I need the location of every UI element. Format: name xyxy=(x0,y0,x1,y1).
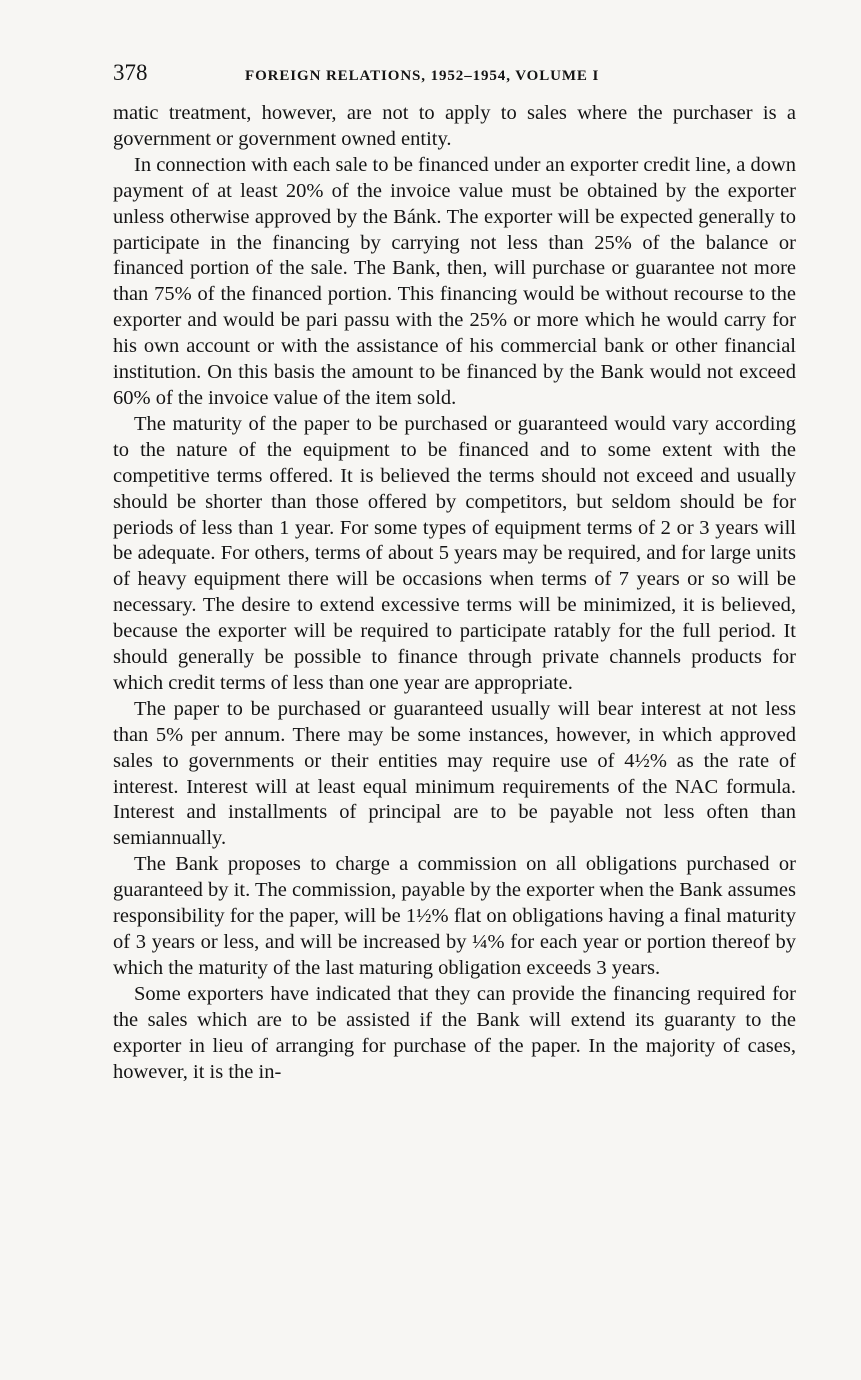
paragraph-interest: The paper to be purchased or guaranteed usually will bear interest at not less than 5% per annum. There may be some instances, however, in which approved sales to governments or their entities may require use of 4½% as the rate of interest. Interest will at least equal minimum requirements of the NAC formula. Interest and installments of principal are to be payable not less often than semiannually. xyxy=(113,697,796,850)
running-header xyxy=(113,58,796,92)
page-number: 378 xyxy=(113,60,148,85)
paragraph-maturity: The maturity of the paper to be purchased or guaranteed would vary according to the nature of the equipment to be financed and to some extent with the competitive terms offered. It is believed the terms should not exceed and usually should be shorter than those offered by competitors, but seldom should be for periods of less than 1 year. For some types of equipment terms of 2 or 3 years will be adequate. For others, terms of about 5 years may be required, and for large units of heavy equipment there will be occasions when terms of 7 years or so will be necessary. The desire to extend excessive terms will be minimized, it is believed, because the exporter will be required to participate ratably for the full period. It should generally be possible to finance through private channels products for which credit terms of less than one year are appropriate. xyxy=(113,412,796,694)
body-text xyxy=(113,101,796,1085)
paragraph-commission: The Bank proposes to charge a commission on all obligations purchased or guaranteed by it. The commission, payable by the exporter when the Bank assumes responsibility for the paper, will be 1½% flat on obligations having a final maturity of 3 years or less, and will be increased by ¼% for each year or portion thereof by which the maturity of the last maturing obligation exceeds 3 years. xyxy=(113,853,796,979)
paragraph-guaranty: Some exporters have indicated that they can provide the financing required for the sales which are to be assisted if the Bank will extend its guaranty to the exporter in lieu of arranging for purchase of the paper. In the majority of cases, however, it is the in- xyxy=(113,982,796,1083)
paragraph-continued: matic treatment, however, are not to apply to sales where the purchaser is a government or government owned entity. xyxy=(113,102,796,150)
paragraph-down-payment: In connection with each sale to be financed under an exporter credit line, a down payment of at least 20% of the invoice value must be obtained by the exporter unless otherwise approved by the Bánk. The exporter will be expected generally to participate in the financing by carrying not less than 25% of the balance or financed portion of the sale. The Bank, then, will purchase or guarantee not more than 75% of the financed portion. This financing would be without recourse to the exporter and would be pari passu with the 25% or more which he would carry for his own account or with the assistance of his commercial bank or other financial institution. On this basis the amount to be financed by the Bank would not exceed 60% of the invoice value of the item sold. xyxy=(113,153,796,409)
running-title: FOREIGN RELATIONS, 1952–1954, VOLUME I xyxy=(245,68,600,84)
page-content xyxy=(113,58,796,1085)
